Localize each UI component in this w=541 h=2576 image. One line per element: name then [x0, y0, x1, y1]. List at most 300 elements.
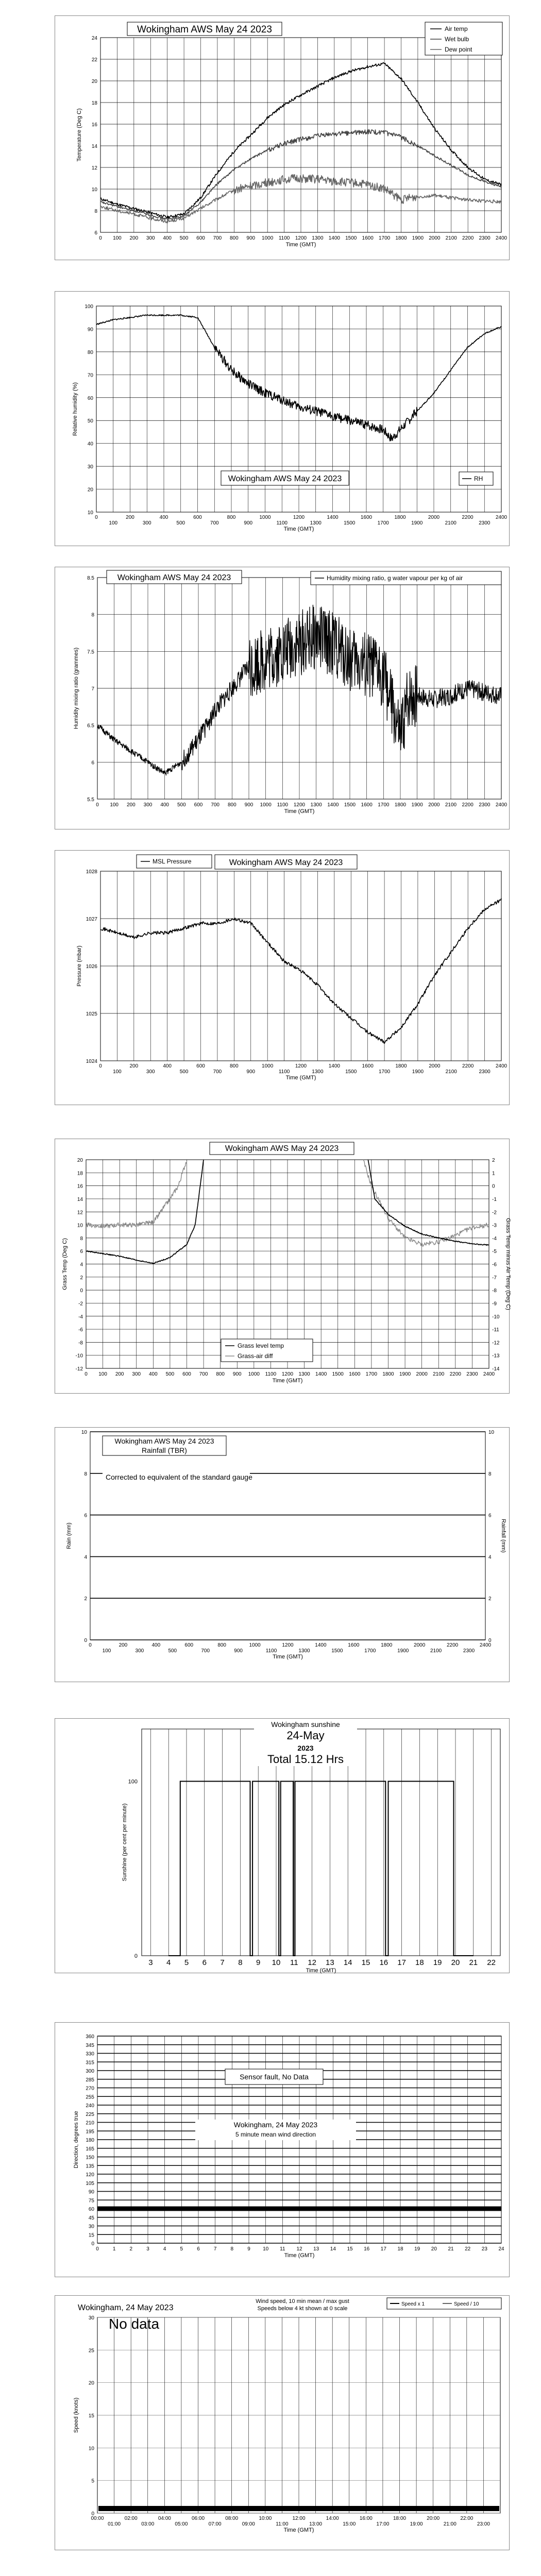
- x-tick-label: 400: [160, 802, 170, 808]
- legend-entry: Grass level temp: [238, 1342, 284, 1349]
- x-tick-label: 2400: [495, 515, 508, 520]
- y2-tick-label: -1: [492, 1196, 497, 1202]
- y-tick-label: 90: [87, 327, 93, 333]
- x-tick-label: 5: [184, 1958, 189, 1967]
- x-tick-label: 1200: [282, 1642, 294, 1648]
- x-tick-label: 20:00: [427, 2516, 440, 2521]
- y-tick-label: -12: [75, 1366, 83, 1372]
- y-tick-label: 2: [84, 1596, 87, 1602]
- plot-area: [90, 1432, 485, 1640]
- x-tick-label: 19: [414, 2246, 420, 2252]
- x-tick-label: 300: [143, 802, 153, 808]
- x-tick-label: 2200: [462, 235, 474, 241]
- x-tick-label: 900: [244, 520, 253, 526]
- x-tick-label: 800: [217, 1642, 227, 1648]
- x-tick-label: 2100: [445, 802, 457, 808]
- x-tick-label: 2200: [462, 515, 474, 520]
- y-tick-label: 80: [87, 349, 93, 355]
- x-tick-label: 1400: [315, 1642, 327, 1648]
- x-tick-label: 1700: [377, 520, 389, 526]
- y2-tick-label: 2: [488, 1596, 492, 1602]
- x-tick-label: 15:00: [343, 2521, 356, 2527]
- x-tick-label: 2100: [445, 1069, 457, 1075]
- x-axis-label: Time (GMT): [283, 2527, 314, 2533]
- x-tick-label: 1400: [327, 515, 339, 520]
- y-tick-label: 120: [86, 2172, 94, 2178]
- x-tick-label: 1100: [265, 1648, 277, 1654]
- y-tick-label: 4: [80, 1262, 83, 1268]
- y-tick-label: 16: [91, 122, 97, 128]
- chart-title: Wokingham AWS May 24 2023: [228, 474, 342, 483]
- x-tick-label: 1500: [331, 1648, 343, 1654]
- y-tick-label: 8: [80, 1235, 83, 1242]
- x-tick-label: 1800: [382, 1371, 394, 1377]
- x-tick-label: 1: [112, 2246, 116, 2252]
- x-tick-label: 2000: [428, 802, 440, 808]
- wind-direction-chart: [55, 2023, 509, 2277]
- rainfall-chart-panel: [55, 1427, 510, 1682]
- y-tick-label: 105: [86, 2180, 94, 2187]
- legend-entry: Dew point: [445, 46, 472, 53]
- chart-title: Wokingham AWS May 24 2023: [117, 573, 231, 582]
- x-tick-label: 2000: [416, 1371, 428, 1377]
- y2-tick-label: -8: [492, 1288, 497, 1294]
- x-tick-label: 2400: [479, 1642, 492, 1648]
- x-tick-label: 200: [129, 1063, 139, 1069]
- x-tick-label: 4: [163, 2246, 166, 2252]
- y-tick-label: 2: [80, 1275, 83, 1281]
- x-tick-label: 2000: [429, 1063, 441, 1069]
- x-tick-label: 1500: [345, 235, 357, 241]
- x-tick-label: 1700: [365, 1371, 378, 1377]
- x-tick-label: 11: [280, 2246, 285, 2252]
- y-tick-label: 240: [86, 2103, 94, 2109]
- y-tick-label: 6: [80, 1249, 83, 1255]
- x-tick-label: 400: [163, 1063, 172, 1069]
- x-tick-label: 0: [99, 235, 102, 241]
- y2-tick-label: 0: [488, 1638, 492, 1643]
- x-tick-label: 1000: [262, 235, 274, 241]
- x-tick-label: 11:00: [276, 2521, 289, 2527]
- x-tick-label: 1900: [397, 1648, 409, 1654]
- x-tick-label: 19:00: [410, 2521, 423, 2527]
- wind-speed-chart: [55, 2296, 509, 2550]
- y-tick-label: 18: [91, 100, 97, 106]
- x-tick-label: 13: [326, 1958, 334, 1967]
- x-tick-label: 0: [99, 1063, 102, 1069]
- chart-title: Wokingham sunshine: [271, 1720, 340, 1728]
- x-tick-label: 23: [481, 2246, 487, 2252]
- y-tick-label: 1027: [86, 917, 97, 922]
- y2-tick-label: 10: [488, 1430, 495, 1435]
- x-tick-label: 0: [95, 515, 98, 520]
- y-tick-label: 14: [77, 1196, 83, 1202]
- x-axis-label: Time (GMT): [306, 1968, 336, 1974]
- x-tick-label: 15: [361, 1958, 370, 1967]
- y-tick-label: 8: [91, 612, 94, 618]
- y-tick-label: 0: [84, 1638, 87, 1643]
- x-tick-label: 10: [263, 2246, 269, 2252]
- chart-title: Wokingham AWS May 24 2023: [114, 1437, 214, 1445]
- x-tick-label: 600: [184, 1642, 194, 1648]
- x-tick-label: 2: [129, 2246, 133, 2252]
- pressure-chart-panel: [55, 850, 510, 1105]
- y2-tick-label: -5: [492, 1249, 497, 1255]
- x-tick-label: 400: [151, 1642, 161, 1648]
- x-tick-label: 1600: [362, 1063, 374, 1069]
- x-tick-label: 7: [213, 2246, 217, 2252]
- x-axis-label: Time (GMT): [285, 1075, 316, 1081]
- x-tick-label: 700: [211, 802, 220, 808]
- x-tick-label: 2300: [479, 235, 491, 241]
- y2-axis-label: Grass Temp minus Air Temp (Deg C): [505, 1218, 511, 1310]
- x-tick-label: 22: [465, 2246, 471, 2252]
- x-tick-label: 13:00: [309, 2521, 323, 2527]
- y-axis-label: Pressure (mbar): [76, 945, 82, 987]
- y-tick-label: 0: [91, 2511, 94, 2517]
- chart-annotation: Sensor fault, No Data: [240, 2073, 309, 2081]
- x-tick-label: 400: [159, 515, 168, 520]
- x-tick-label: 1400: [327, 802, 339, 808]
- x-axis-label: Time (GMT): [285, 242, 316, 248]
- y2-tick-label: -4: [492, 1235, 497, 1242]
- y-tick-label: 5.5: [87, 797, 94, 803]
- y2-tick-label: -6: [492, 1262, 497, 1268]
- x-tick-label: 500: [165, 1371, 175, 1377]
- x-tick-label: 500: [179, 1069, 189, 1075]
- y-tick-label: 75: [88, 2198, 94, 2204]
- x-tick-label: 1900: [411, 520, 423, 526]
- chart-annotation: Corrected to equivalent of the standard gauge: [106, 1473, 252, 1481]
- x-tick-label: 1100: [278, 1069, 290, 1075]
- x-tick-label: 2300: [479, 1069, 491, 1075]
- chart-date: 24-May: [286, 1729, 325, 1742]
- y-tick-label: 150: [86, 2155, 94, 2161]
- x-tick-label: 12: [308, 1958, 316, 1967]
- grass-temp-chart-panel: [55, 1139, 510, 1394]
- y-tick-label: 40: [87, 441, 93, 447]
- x-tick-label: 14:00: [326, 2516, 339, 2521]
- x-tick-label: 6: [197, 2246, 200, 2252]
- x-tick-label: 0: [96, 802, 99, 808]
- x-tick-label: 400: [148, 1371, 158, 1377]
- y-tick-label: 1028: [86, 869, 97, 875]
- x-tick-label: 300: [146, 235, 155, 241]
- x-tick-label: 600: [193, 515, 202, 520]
- y2-tick-label: -10: [492, 1314, 500, 1320]
- x-tick-label: 600: [194, 802, 203, 808]
- grass-temp-chart: [55, 1139, 509, 1393]
- chart-title: Wokingham, 24 May 2023: [233, 2121, 318, 2129]
- y-axis-label: Relative humidity (%): [72, 382, 78, 436]
- y-tick-label: 15: [88, 2232, 94, 2239]
- x-tick-label: 800: [229, 235, 239, 241]
- chart-note: Speeds below 4 kt shown at 0 scale: [257, 2306, 348, 2312]
- x-tick-label: 1800: [395, 235, 407, 241]
- x-tick-label: 2000: [428, 515, 440, 520]
- x-tick-label: 100: [113, 235, 122, 241]
- x-tick-label: 18:00: [393, 2516, 407, 2521]
- x-tick-label: 16: [364, 2246, 370, 2252]
- x-tick-label: 900: [246, 235, 256, 241]
- y-tick-label: 20: [77, 1158, 83, 1163]
- x-tick-label: 1300: [310, 520, 322, 526]
- y-tick-label: 22: [91, 57, 97, 63]
- y2-tick-label: -2: [492, 1210, 497, 1216]
- x-tick-label: 1100: [278, 235, 290, 241]
- x-tick-label: 10:00: [259, 2516, 272, 2521]
- x-tick-label: 23:00: [477, 2521, 490, 2527]
- x-tick-label: 200: [115, 1371, 124, 1377]
- x-tick-label: 1300: [298, 1371, 310, 1377]
- x-tick-label: 800: [227, 802, 236, 808]
- legend-entry: Air temp: [445, 25, 468, 32]
- y-tick-label: 210: [86, 2120, 94, 2126]
- x-tick-label: 1500: [344, 802, 356, 808]
- y-tick-label: 8: [94, 209, 97, 214]
- x-tick-label: 22: [487, 1958, 496, 1967]
- x-tick-label: 1900: [412, 1069, 424, 1075]
- y-axis-label: Direction, degrees true: [73, 2111, 79, 2168]
- y-tick-label: 5: [91, 2478, 94, 2484]
- y-axis-label: Sunshine (per cent per minute): [122, 1803, 128, 1882]
- y-tick-label: -8: [78, 1340, 83, 1346]
- x-tick-label: 2300: [479, 802, 491, 808]
- rainfall-chart: [55, 1428, 509, 1682]
- y2-tick-label: 1: [492, 1171, 495, 1177]
- x-tick-label: 18: [415, 1958, 424, 1967]
- y-tick-label: 24: [91, 36, 97, 41]
- y-tick-label: 12: [91, 165, 97, 171]
- x-tick-label: 1600: [349, 1371, 361, 1377]
- x-tick-label: 16:00: [359, 2516, 373, 2521]
- y-tick-label: 10: [77, 1223, 83, 1229]
- x-tick-label: 1900: [399, 1371, 411, 1377]
- y-axis-label: Humidity mixing ratio (grammes): [73, 647, 79, 730]
- y-tick-label: -2: [78, 1301, 83, 1307]
- x-tick-label: 10: [272, 1958, 281, 1967]
- humidity-chart-panel: [55, 291, 510, 546]
- y2-tick-label: -3: [492, 1223, 497, 1229]
- chart-title: Wokingham AWS May 24 2023: [225, 1144, 339, 1153]
- x-tick-label: 1800: [394, 802, 407, 808]
- y2-tick-label: 6: [488, 1513, 492, 1519]
- y-tick-label: 4: [84, 1554, 87, 1561]
- x-tick-label: 1200: [295, 235, 307, 241]
- x-tick-label: 1700: [378, 1069, 391, 1075]
- legend-entry: Speed x 1: [401, 2301, 425, 2307]
- x-tick-label: 21: [448, 2246, 454, 2252]
- chart-title: Wokingham, 24 May 2023: [78, 2303, 174, 2312]
- x-tick-label: 1400: [328, 235, 340, 241]
- x-tick-label: 2300: [466, 1371, 478, 1377]
- y2-tick-label: -12: [492, 1340, 500, 1346]
- legend-entry: MSL Pressure: [153, 858, 192, 865]
- x-tick-label: 500: [168, 1648, 177, 1654]
- y-tick-label: 1025: [86, 1011, 97, 1017]
- legend-entry: Speed / 10: [454, 2301, 479, 2307]
- y2-tick-label: 0: [492, 1183, 495, 1190]
- x-tick-label: 2400: [495, 802, 508, 808]
- y2-tick-label: 8: [488, 1471, 492, 1477]
- x-tick-label: 1500: [345, 1069, 357, 1075]
- x-tick-label: 800: [216, 1371, 225, 1377]
- x-tick-label: 4: [166, 1958, 171, 1967]
- y-tick-label: 50: [87, 418, 93, 425]
- y-tick-label: 7: [91, 686, 94, 692]
- y-tick-label: 20: [88, 2380, 94, 2386]
- x-tick-label: 100: [110, 802, 119, 808]
- y-tick-label: 25: [88, 2348, 94, 2354]
- x-tick-label: 17: [380, 2246, 386, 2252]
- temperature-chart-panel: [55, 15, 510, 260]
- y-tick-label: -6: [78, 1327, 83, 1333]
- chart-annotation: No data: [109, 2316, 160, 2332]
- y2-axis-label: Rainfall (mm): [500, 1519, 506, 1553]
- x-tick-label: 1300: [298, 1648, 310, 1654]
- y-tick-label: 100: [84, 304, 93, 310]
- x-tick-label: 3: [148, 1958, 153, 1967]
- y-tick-label: 30: [87, 464, 93, 470]
- x-tick-label: 2100: [433, 1371, 445, 1377]
- y-axis-label: Speed (knots): [73, 2397, 79, 2433]
- x-tick-label: 200: [126, 802, 136, 808]
- legend-entry: RH: [474, 475, 483, 482]
- chart-title: Wokingham AWS May 24 2023: [229, 858, 343, 867]
- x-tick-label: 14: [330, 2246, 336, 2252]
- series-line-speed: [98, 2506, 499, 2511]
- x-tick-label: 0: [84, 1371, 88, 1377]
- y-tick-label: 8.5: [87, 575, 94, 581]
- x-tick-label: 1600: [362, 235, 374, 241]
- x-tick-label: 2100: [445, 520, 457, 526]
- y-tick-label: 30: [88, 2224, 94, 2230]
- x-tick-label: 1100: [265, 1371, 277, 1377]
- x-tick-label: 900: [244, 802, 253, 808]
- x-tick-label: 03:00: [141, 2521, 155, 2527]
- x-tick-label: 2200: [462, 1063, 474, 1069]
- x-tick-label: 1300: [312, 1069, 324, 1075]
- x-tick-label: 04:00: [158, 2516, 171, 2521]
- x-tick-label: 1600: [348, 1642, 360, 1648]
- x-tick-label: 6: [202, 1958, 207, 1967]
- x-tick-label: 600: [182, 1371, 191, 1377]
- x-tick-label: 1600: [360, 515, 373, 520]
- mixing-ratio-chart-panel: [55, 567, 510, 829]
- y-tick-label: 0: [80, 1288, 83, 1294]
- y-tick-label: 15: [88, 2413, 94, 2419]
- x-tick-label: 300: [132, 1371, 141, 1377]
- x-tick-label: 24: [498, 2246, 504, 2252]
- x-axis-label: Time (GMT): [284, 2252, 315, 2259]
- x-tick-label: 700: [201, 1648, 210, 1654]
- x-tick-label: 1200: [295, 1063, 307, 1069]
- y-tick-label: 300: [86, 2069, 94, 2074]
- x-tick-label: 1100: [276, 520, 288, 526]
- wind-speed-chart-panel: [55, 2295, 510, 2550]
- x-tick-label: 8: [230, 2246, 234, 2252]
- y-tick-label: 1026: [86, 964, 97, 970]
- x-tick-label: 2300: [463, 1648, 475, 1654]
- x-tick-label: 2100: [445, 235, 457, 241]
- legend-entry: Wet bulb: [445, 36, 469, 43]
- x-tick-label: 1300: [310, 802, 322, 808]
- x-tick-label: 1300: [312, 235, 324, 241]
- y-tick-label: 195: [86, 2129, 94, 2135]
- x-tick-label: 16: [379, 1958, 388, 1967]
- x-tick-label: 100: [109, 520, 118, 526]
- x-tick-label: 1800: [394, 515, 406, 520]
- x-tick-label: 1400: [328, 1063, 340, 1069]
- y-tick-label: 12: [77, 1210, 83, 1216]
- x-axis-label: Time (GMT): [273, 1654, 303, 1660]
- chart-title: Wokingham AWS May 24 2023: [137, 24, 272, 35]
- x-tick-label: 12:00: [292, 2516, 306, 2521]
- y-tick-label: 285: [86, 2077, 94, 2083]
- x-tick-label: 2200: [462, 802, 474, 808]
- x-tick-label: 700: [213, 235, 222, 241]
- x-tick-label: 200: [126, 515, 134, 520]
- chart-subtitle: 5 minute mean wind direction: [235, 2131, 316, 2138]
- x-tick-label: 2400: [495, 1063, 508, 1069]
- y-tick-label: 255: [86, 2094, 94, 2100]
- x-tick-label: 3: [146, 2246, 149, 2252]
- y-tick-label: 7.5: [87, 649, 94, 655]
- x-tick-label: 1900: [411, 802, 423, 808]
- x-tick-label: 600: [196, 235, 205, 241]
- x-tick-label: 02:00: [124, 2516, 138, 2521]
- y2-tick-label: -9: [492, 1301, 497, 1307]
- x-axis-label: Time (GMT): [284, 808, 315, 815]
- y2-tick-label: -14: [492, 1366, 500, 1372]
- x-tick-label: 20: [431, 2246, 437, 2252]
- x-tick-label: 17:00: [376, 2521, 390, 2527]
- x-tick-label: 200: [129, 235, 139, 241]
- y-tick-label: 0: [91, 2241, 94, 2247]
- x-tick-label: 300: [146, 1069, 155, 1075]
- x-tick-label: 14: [343, 1958, 352, 1967]
- y2-tick-label: -7: [492, 1275, 497, 1281]
- y-tick-label: 6: [91, 760, 94, 766]
- y-tick-label: 60: [87, 395, 93, 401]
- series-line-direction: [97, 2207, 501, 2211]
- x-tick-label: 500: [177, 802, 186, 808]
- y-tick-label: 360: [86, 2034, 94, 2040]
- x-tick-label: 1700: [364, 1648, 376, 1654]
- y-tick-label: 315: [86, 2060, 94, 2066]
- x-axis-label: Time (GMT): [283, 526, 314, 532]
- y-tick-label: -4: [78, 1314, 83, 1320]
- x-tick-label: 1500: [332, 1371, 344, 1377]
- y-tick-label: 6: [84, 1513, 87, 1519]
- x-tick-label: 1400: [315, 1371, 327, 1377]
- y-tick-label: 60: [88, 2207, 94, 2212]
- y-tick-label: 330: [86, 2051, 94, 2057]
- wind-direction-chart-panel: [55, 2022, 510, 2277]
- y-tick-label: 10: [88, 2446, 94, 2452]
- x-tick-label: 09:00: [242, 2521, 255, 2527]
- x-tick-label: 100: [98, 1371, 107, 1377]
- x-tick-label: 12: [296, 2246, 302, 2252]
- y-tick-label: 14: [91, 144, 97, 149]
- x-tick-label: 100: [113, 1069, 122, 1075]
- y-tick-label: 90: [88, 2189, 94, 2195]
- sunshine-chart-panel: [55, 1718, 510, 1973]
- x-tick-label: 800: [227, 515, 236, 520]
- y-tick-label: 270: [86, 2086, 94, 2092]
- x-tick-label: 1500: [344, 520, 356, 526]
- x-tick-label: 21:00: [443, 2521, 457, 2527]
